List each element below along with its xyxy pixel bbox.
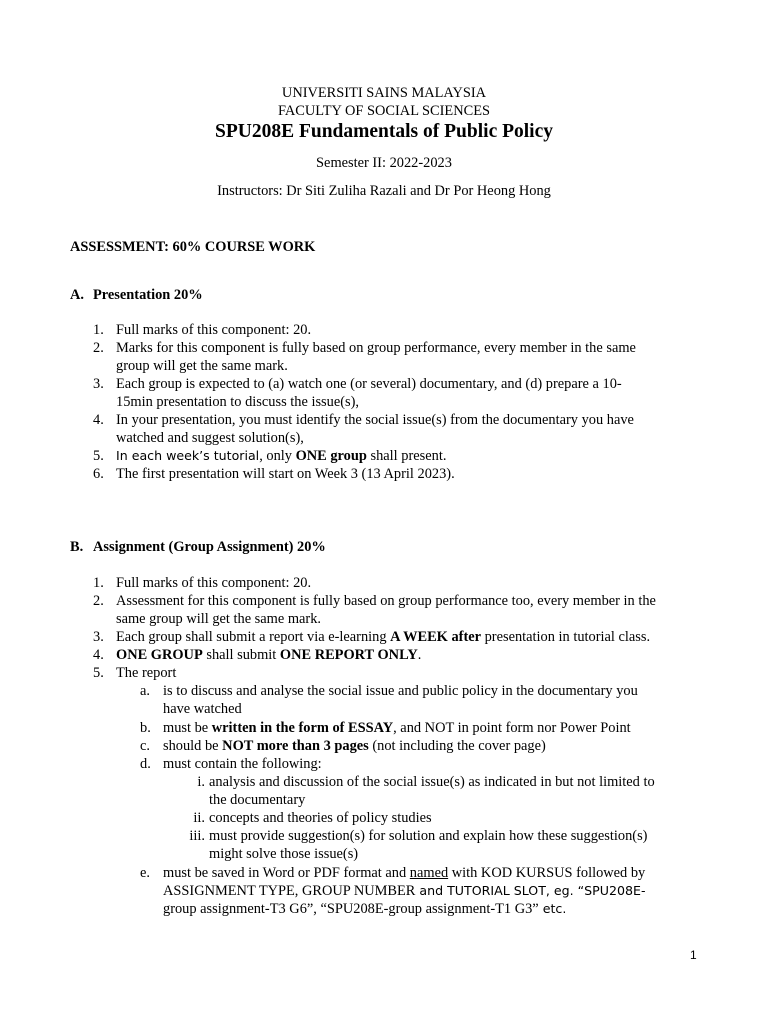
list-item-text: Each group is expected to (a) watch one (or several) documentary, and (d) prepare a 10- — [116, 376, 622, 392]
list-item-text: Assessment for this component is fully based on group performance too, every member in the — [116, 593, 656, 609]
list-item-text — [116, 646, 421, 664]
list-item-text — [116, 447, 446, 465]
roman-item-text: might solve those issue(s) — [209, 846, 359, 862]
list-number: 5. — [93, 448, 104, 464]
text-run: shall present. — [366, 448, 447, 464]
roman-item-text: must provide suggestion(s) for solution and explain how these suggestion(s) — [209, 828, 648, 844]
list-item-text: The report — [116, 665, 177, 681]
list-number: 3. — [93, 376, 104, 392]
section-a-letter: A. — [70, 287, 84, 303]
sublist-text — [163, 882, 646, 900]
emphasis-text: written in the form of ESSAY — [211, 720, 394, 736]
roman-item-text: concepts and theories of policy studies — [209, 810, 432, 826]
list-item-text: Full marks of this component: 20. — [116, 575, 312, 591]
sublist-text: have watched — [163, 701, 242, 717]
list-number: 6. — [93, 466, 104, 482]
emphasis-text: ONE group — [295, 448, 367, 464]
text-run: with KOD KURSUS followed by — [448, 865, 646, 881]
sublist-text — [163, 900, 566, 918]
emphasis-text: NOT more than 3 pages — [222, 738, 369, 754]
roman-number: i. — [197, 774, 205, 790]
text-run: must be saved in Word or PDF format and — [163, 865, 410, 881]
text-run: “SPU208E-group assignment-T1 G3” — [320, 901, 539, 917]
sublist-text — [163, 737, 546, 755]
text-run: and TUTORIAL SLOT, eg. — [415, 883, 578, 898]
text-run: “SPU208E- — [577, 883, 646, 898]
list-number: 4. — [93, 647, 104, 663]
text-run: must be — [163, 720, 212, 736]
roman-number: iii. — [189, 828, 205, 844]
list-number: 5. — [93, 665, 104, 681]
list-number: 3. — [93, 629, 104, 645]
semester-line: Semester II: 2022-2023 — [316, 155, 452, 171]
emphasis-text: A WEEK after — [390, 629, 482, 645]
emphasis-text: ONE REPORT ONLY — [279, 647, 418, 663]
text-run: . — [417, 647, 422, 663]
section-a-title: Presentation 20% — [93, 287, 203, 303]
list-item-text — [116, 628, 650, 646]
list-item-text: In your presentation, you must identify the social issue(s) from the documentary you have — [116, 412, 634, 428]
page-number: 1 — [690, 948, 697, 962]
sublist-text — [163, 864, 645, 882]
faculty-name: FACULTY OF SOCIAL SCIENCES — [277, 103, 491, 119]
sublist-text: is to discuss and analyse the social issue and public policy in the documentary you — [163, 683, 638, 699]
roman-item-text: analysis and discussion of the social issue(s) as indicated in but not limited to — [209, 774, 655, 790]
text-run: group assignment-T3 G6”, — [163, 901, 321, 917]
list-number: 1. — [93, 575, 104, 591]
text-run: presentation in tutorial class. — [481, 629, 651, 645]
text-run: , only — [259, 448, 296, 464]
list-item-text: watched and suggest solution(s), — [116, 430, 304, 446]
text-run: (not including the cover page) — [368, 738, 546, 754]
sublist-letter: a. — [140, 683, 150, 699]
list-item-text: The first presentation will start on Week 3 (13 April 2023). — [116, 466, 455, 482]
text-run: should be — [163, 738, 223, 754]
sublist-letter: e. — [140, 865, 150, 881]
list-number: 2. — [93, 340, 104, 356]
underlined-text: named — [409, 865, 449, 881]
list-number: 2. — [93, 593, 104, 609]
list-number: 1. — [93, 322, 104, 338]
roman-number: ii. — [193, 810, 205, 826]
list-item-text: group will get the same mark. — [116, 358, 288, 374]
assessment-heading: ASSESSMENT: 60% COURSE WORK — [70, 239, 316, 255]
roman-item-text: the documentary — [209, 792, 306, 808]
list-item-text: Full marks of this component: 20. — [116, 322, 312, 338]
sublist-letter: c. — [140, 738, 150, 754]
list-item-text: 15min presentation to discuss the issue(s), — [116, 394, 360, 410]
course-title: SPU208E Fundamentals of Public Policy — [214, 121, 554, 142]
section-b-letter: B. — [70, 539, 84, 555]
instructors-line: Instructors: Dr Siti Zuliha Razali and Dr Por Heong Hong — [217, 183, 551, 199]
list-number: 4. — [93, 412, 104, 428]
university-name: UNIVERSITI SAINS MALAYSIA — [281, 85, 487, 101]
text-run: In each week’s tutorial — [116, 448, 260, 463]
text-run: ASSIGNMENT TYPE, GROUP NUMBER — [163, 883, 416, 899]
emphasis-text: ONE GROUP — [116, 647, 203, 663]
sublist-text — [163, 719, 631, 737]
text-run: shall submit — [202, 647, 280, 663]
list-item-text: Marks for this component is fully based on group performance, every member in the same — [116, 340, 636, 356]
text-run: etc. — [538, 901, 567, 916]
text-run: , and NOT in point form nor Power Point — [393, 720, 631, 736]
sublist-letter: d. — [140, 756, 151, 772]
text-run: Each group shall submit a report via e-learning — [116, 629, 391, 645]
list-item-text: same group will get the same mark. — [116, 611, 322, 627]
section-b-title: Assignment (Group Assignment) 20% — [93, 539, 326, 555]
sublist-letter: b. — [140, 720, 151, 736]
sublist-text: must contain the following: — [163, 756, 322, 772]
